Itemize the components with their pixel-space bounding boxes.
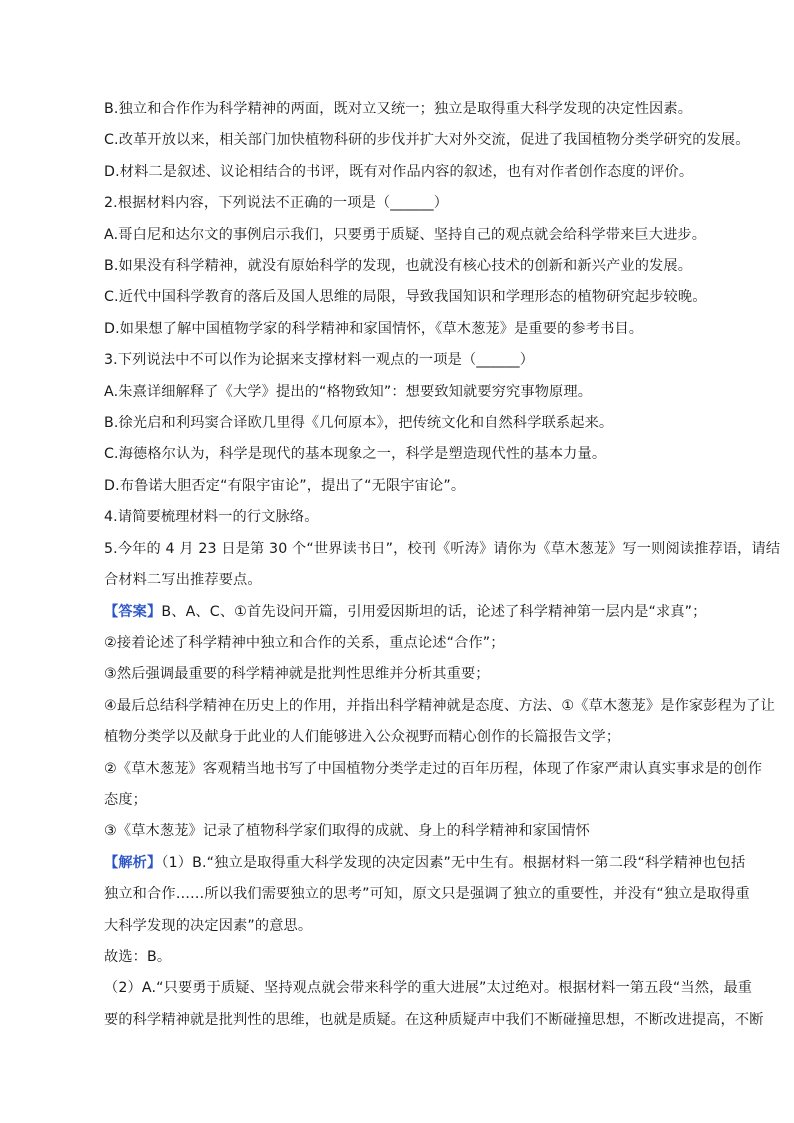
text-line <box>104 439 724 470</box>
text-line <box>104 848 746 879</box>
section-tag: 【答案】 <box>104 603 162 620</box>
text-line <box>104 973 753 1004</box>
text-line <box>104 502 724 533</box>
line-text: B、A、C、①首先设问开篇，引用爱因斯坦的话，论述了科学精神第一层内是“求真”； <box>161 603 707 620</box>
text-line <box>104 691 775 722</box>
line-text: B.独立和合作作为科学精神的两面，既对立又统一；独立是取得重大科学发现的决定性因素。 <box>104 101 693 117</box>
line-text: （2）A.“只要勇于质疑、坚持观点就会带来科学的重大进展”太过绝对。根据材料一第五段“当然，最重 <box>104 980 753 997</box>
text-line <box>104 754 763 785</box>
line-text: 4.请简要梳理材料一的行文脉络。 <box>104 509 319 526</box>
text-line <box>104 628 724 659</box>
text-line <box>104 408 724 439</box>
line-text: D.布鲁诺大胆否定“有限宇宙论”，提出了“无限宇宙论”。 <box>104 477 466 494</box>
text-line <box>104 911 724 942</box>
text-line <box>104 816 724 847</box>
text-line <box>104 534 781 565</box>
line-text: （1）B.“独立是取得重大科学发现的决定因素”无中生有。根据材料一第二段“科学精神也包括 <box>161 854 746 871</box>
text-line <box>104 282 724 313</box>
text-line <box>104 188 724 219</box>
text-line <box>104 942 724 973</box>
line-text: 5.今年的 4 月 23 日是第 30 个“世界读书日”，校刊《听涛》请你为《草木葱茏》写一则阅读推荐语，请结 <box>104 540 781 557</box>
line-text: D.材料二是叙述、议论相结合的书评，既有对作品内容的叙述，也有对作者创作态度的评价。 <box>104 163 694 180</box>
text-line <box>104 377 724 408</box>
text-line <box>104 251 724 282</box>
line-text: 态度； <box>104 791 148 808</box>
line-text: 植物分类学以及献身于此业的人们能够进入公众视野而精心创作的长篇报告文学； <box>104 729 621 746</box>
line-text: 故选：B。 <box>104 948 172 965</box>
text-line <box>104 785 724 816</box>
text-line <box>104 157 724 188</box>
line-text: ④最后总结科学精神在历史上的作用，并指出科学精神就是态度、方法、①《草木葱茏》是作家彭程为了让 <box>104 697 775 714</box>
text-line <box>104 722 724 753</box>
line-text: 要的科学精神就是批判性的思维，也就是质疑。在这种质疑声中我们不断碰撞思想，不断改进提高，不断 <box>104 1011 764 1028</box>
line-text: C.海德格尔认为，科学是现代的基本现象之一，科学是塑造现代性的基本力量。 <box>104 446 607 463</box>
line-text: C.改革开放以来，相关部门加快植物科研的步伐并扩大对外交流，促进了我国植物分类学研究的发展。 <box>104 132 750 149</box>
line-text: B.如果没有科学精神，就没有原始科学的发现，也就没有核心技术的创新和新兴产业的发展。 <box>104 258 693 275</box>
line-text: 3.下列说法中不可以作为论据来支撑材料一观点的一项是（______） <box>104 352 535 369</box>
text-line <box>104 659 724 690</box>
text-line <box>104 471 724 502</box>
line-text: 合材料二写出推荐要点。 <box>104 572 262 589</box>
line-text: C.近代中国科学教育的落后及国人思维的局限，导致我国知识和学理形态的植物研究起步较晚。 <box>104 289 707 306</box>
text-line <box>104 879 750 910</box>
line-text: 2.根据材料内容，下列说法不正确的一项是（______） <box>104 195 449 212</box>
line-text: 大科学发现的决定因素”的意思。 <box>104 917 313 934</box>
text-line <box>104 125 750 156</box>
text-line <box>104 314 724 345</box>
text-line <box>104 220 724 251</box>
section-tag: 【解析】 <box>104 854 162 871</box>
text-line <box>104 1005 764 1036</box>
text-line <box>104 345 724 376</box>
line-text: ③《草木葱茏》记录了植物科学家们取得的成就、身上的科学精神和家国情怀 <box>104 823 591 840</box>
line-text: 独立和合作……所以我们需要独立的思考”可知，原文只是强调了独立的重要性，并没有“独立是取得重 <box>104 886 750 903</box>
line-text: B.徐光启和利玛窦合译欧几里得《几何原本》，把传统文化和自然科学联系起来。 <box>104 415 614 432</box>
line-text: A.朱熹详细解释了《大学》提出的“格物致知”：想要致知就要穷究事物原理。 <box>104 383 593 400</box>
line-text: A.哥白尼和达尔文的事例启示我们，只要勇于质疑、坚持自己的观点就会给科学带来巨大进步。 <box>104 226 707 243</box>
text-line <box>104 94 724 125</box>
text-line <box>104 565 724 596</box>
line-text: D.如果想了解中国植物学家的科学精神和家国情怀，《草木葱茏》是重要的参考书目。 <box>104 320 644 337</box>
line-text: ③然后强调最重要的科学精神就是批判性思维并分析其重要； <box>104 666 490 683</box>
line-text: ②接着论述了科学精神中独立和合作的关系，重点论述“合作”； <box>104 634 505 651</box>
text-line <box>104 597 724 628</box>
line-text: ②《草木葱茏》客观精当地书写了中国植物分类学走过的百年历程，体现了作家严肃认真实事求是的创作 <box>104 760 763 777</box>
